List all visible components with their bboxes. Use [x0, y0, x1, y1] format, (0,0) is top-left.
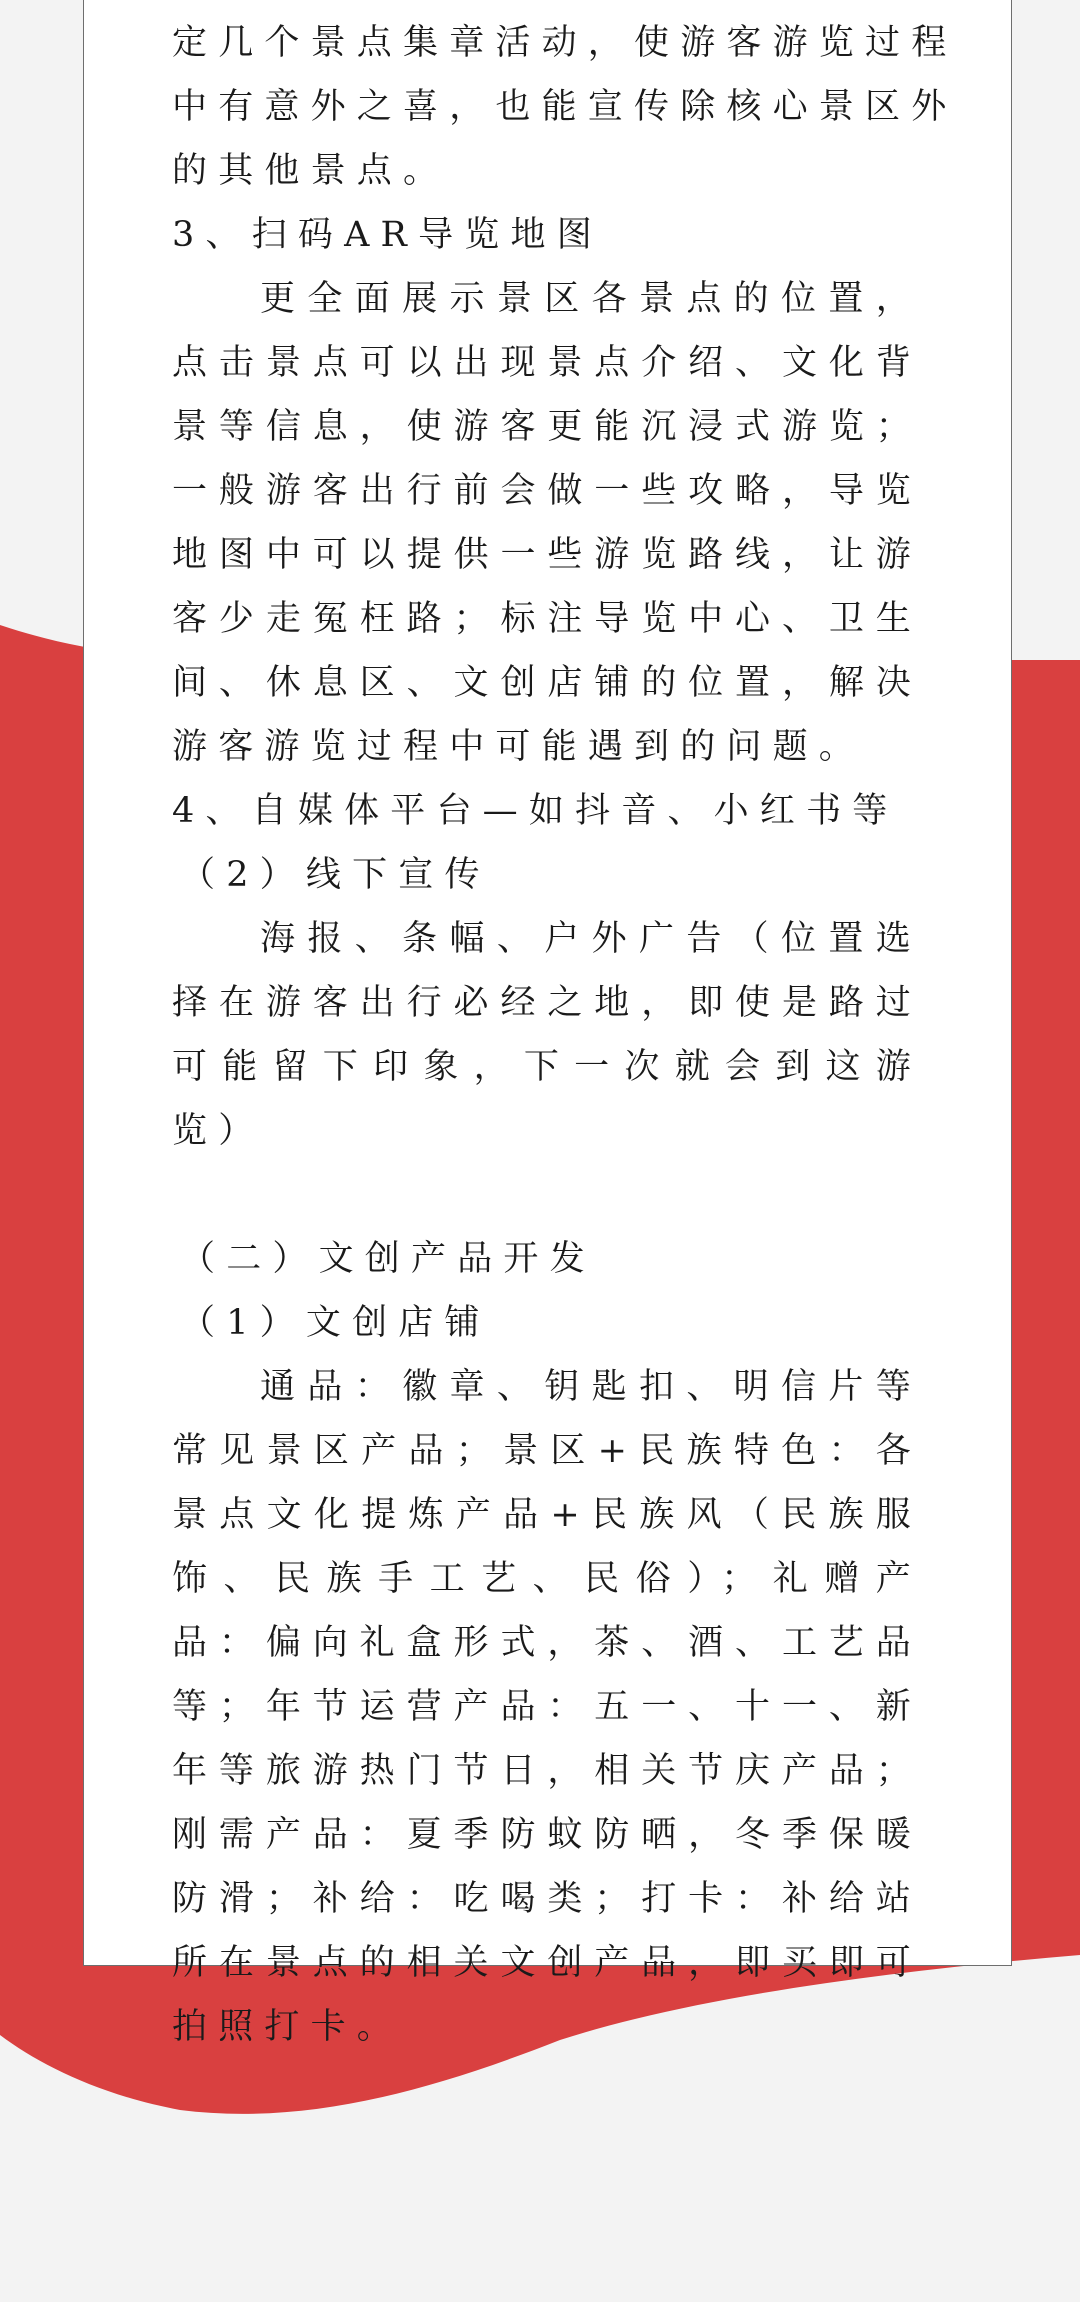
store-heading: （1）文创店铺: [180, 1303, 491, 1343]
section-gap: [172, 1163, 922, 1227]
offline-heading: （2）线下宣传: [180, 855, 491, 895]
document-body: [172, 11, 958, 2059]
document-card: [83, 0, 1012, 2047]
ar-map-heading: 3、扫码AR导览地图: [172, 215, 603, 255]
offline-paragraph: 海报、条幅、户外广告（位置选择在游客出行必经之地，即使是路过可能留下印象，下一次就会到这游览）: [172, 919, 922, 1151]
store-paragraph: 通品：徽章、钥匙扣、明信片等常见景区产品；景区+民族特色：各景点文化提炼产品+民族风（民族服饰、民族手工艺、民俗）；礼赠产品：偏向礼盒形式，茶、酒、工艺品等；年节运营产品：五一、十一、新年等旅游热门节日，相关节庆产品；刚需产品：夏季防蚊防晒，冬季保暖防滑；补给：吃喝类；打卡：补给站所在景点的相关文创产品，即买即可拍照打卡。: [172, 1367, 922, 2047]
intro-line-2: 中有意外之喜，也能宣传除核心景区外: [172, 87, 958, 127]
ar-map-paragraph: 更全面展示景区各景点的位置，点击景点可以出现景点介绍、文化背景等信息，使游客更能沉浸式游览；一般游客出行前会做一些攻略，导览地图中可以提供一些游览路线，让游客少走冤枉路；标注导览中心、卫生间、休息区、文创店铺的位置，解决游客游览过程中可能遇到的问题。: [172, 279, 922, 767]
self-media-heading: 4、自媒体平台—如抖音、小红书等: [172, 791, 899, 831]
intro-line-3: 的其他景点。: [172, 151, 450, 191]
intro-line-1: 定几个景点集章活动，使游客游览过程: [172, 23, 958, 63]
cultural-products-heading: （二）文创产品开发: [180, 1239, 596, 1279]
